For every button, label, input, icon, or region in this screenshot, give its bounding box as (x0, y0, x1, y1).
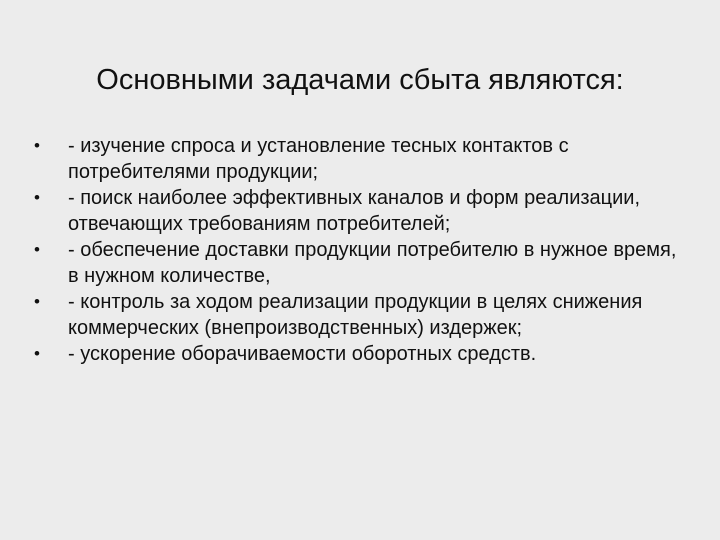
slide-title: Основными задачами сбыта являются: (96, 64, 624, 96)
bullet-mark: • (34, 292, 40, 311)
bullet-item (34, 185, 684, 237)
bullet-item (34, 237, 684, 289)
bullet-list (34, 133, 684, 367)
bullet-mark: • (34, 188, 40, 207)
bullet-item (34, 289, 684, 341)
bullet-mark: • (34, 240, 40, 259)
bullet-item (34, 133, 684, 185)
bullet-mark: • (34, 136, 40, 155)
bullet-mark: • (34, 344, 40, 363)
bullet-text: - изучение спроса и установление тесных контактов с потребителями продукции; (68, 135, 569, 183)
bullet-item (34, 341, 684, 367)
bullet-text: - поиск наиболее эффективных каналов и форм реализации, отвечающих требованиям потребителей; (68, 187, 641, 235)
bullet-text: - ускорение оборачиваемости оборотных средств. (68, 343, 537, 365)
bullet-text: - контроль за ходом реализации продукции в целях снижения коммерческих (внепроизводственных) издержек; (68, 291, 643, 339)
bullet-text: - обеспечение доставки продукции потребителю в нужное время, в нужном количестве, (68, 239, 677, 287)
